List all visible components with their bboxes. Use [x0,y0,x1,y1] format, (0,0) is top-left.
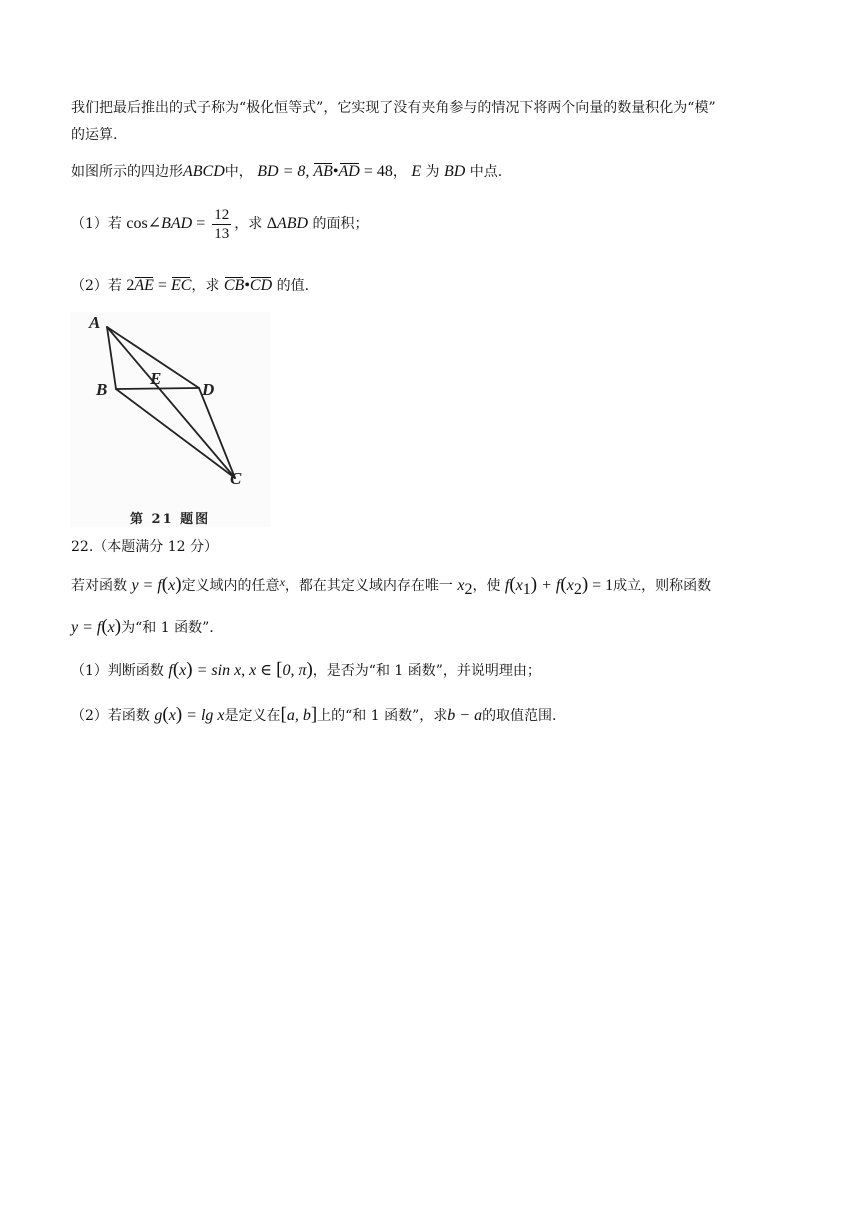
intro-line-2: 的运算. [71,127,118,143]
vector-ae: AE [134,277,154,294]
quadrilateral-diagram [70,312,270,527]
label-d: D [202,380,215,399]
intro-line-1: 我们把最后推出的式子称为“极化恒等式”，它实现了没有夹角参与的情况下将两个向量的数量积化为“模” [71,100,716,116]
q22-part-2: （2）若函数 g(x) = lg x是定义在[a, b]上的“和 1 函数”，求b − a的取值范围. [71,704,557,725]
label-a: A [89,313,101,332]
figure-caption: 第 21 题图 [130,512,211,527]
vector-cb: CB [223,277,245,294]
edge-bd [116,388,199,389]
label-c: C [230,469,242,488]
q21-intro: 如图所示的四边形ABCD中， BD = 8, AB•AD = 48， E 为 BD 中点. [71,163,503,180]
q22-definition-line-2: y = f(x)为“和 1 函数”. [71,616,214,637]
label-e: E [150,369,162,388]
vector-ec: EC [170,277,192,294]
vector-ab: AB [313,163,333,180]
vector-cd: CD [249,277,273,294]
quadrilateral-figure [70,312,270,527]
q22-part-1: （1）判断函数 f(x) = sin x, x ∈ [0, π)，是否为“和 1 函数”，并说明理由； [71,659,541,680]
q21-part-1: （1）若 cos∠BAD = $\frac{12}{13}$ ，求 ΔABD 的面积； [71,206,369,242]
vector-ad: AD [338,163,360,180]
label-b: B [96,380,108,399]
q21-part-2: （2）若 2AE = EC，求 CB•CD 的值. [71,277,310,294]
q22-definition-line-1: 若对函数 y = f(x)定义域内的任意x，都在其定义域内存在唯一 $x_2$，使 $f(x_1) + f(x_2) = 1$成立，则称函数 [71,574,712,598]
q22-header: 22.（本题满分 12 分） [71,539,218,555]
fraction-12-13: $\frac{12}{13}$ [214,206,230,242]
